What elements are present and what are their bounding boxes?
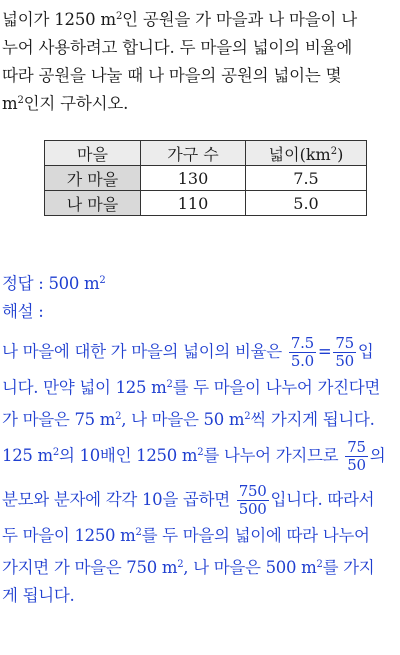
fraction: $\frac{75}{50}$ xyxy=(347,438,366,474)
table-header-row xyxy=(45,141,367,166)
cell-households: 110 xyxy=(141,191,246,216)
cell-village: 나 마을 xyxy=(45,191,141,216)
question-line-3: 따라 공원을 나눌 때 나 마을의 공원의 넓이는 몇 xyxy=(2,66,342,85)
explanation-line-6: 두 마을이 1250 $m^2$를 두 마을의 넓이에 따라 나누어 xyxy=(2,526,370,545)
solution xyxy=(2,270,400,610)
fraction: $\frac{750}{500}$ xyxy=(238,482,267,518)
explanation-line-3: 가 마을은 75 $m^2$, 나 마을은 50 $m^2$씩 가지게 됩니다. xyxy=(2,410,375,429)
fraction: $\frac{7.5}{5.0}$ xyxy=(290,334,314,370)
village-table xyxy=(44,140,367,216)
explanation-line-7: 가지면 가 마을은 750 $m^2$, 나 마을은 500 $m^2$를 가지 xyxy=(2,558,375,577)
question-line-4: $m^2$인지 구하시오. xyxy=(2,94,129,113)
cell-households: 130 xyxy=(141,166,246,191)
explanation-line-5: 분모와 분자에 각각 10을 곱하면 $\frac{750}{500}$ 입니다. 따라서 xyxy=(2,482,375,518)
explanation-line-8: 게 됩니다. xyxy=(2,586,75,605)
table-row xyxy=(45,191,367,216)
explanation-line-2: 니다. 만약 넓이 125 $m^2$를 두 마을이 나누어 가진다면 xyxy=(2,378,381,397)
answer-line: 정답 : 500 $m^2$ xyxy=(2,274,106,293)
question-text xyxy=(2,6,398,118)
explanation-line-4: 125 $m^2$의 10배인 1250 $m^2$를 나누어 가지므로 $\frac{75}{50}$ 의 xyxy=(2,438,386,474)
table-row xyxy=(45,166,367,191)
explanation-label: 해설 : xyxy=(2,302,44,321)
question-line-2: 누어 사용하려고 합니다. 두 마을의 넓이의 비율에 xyxy=(2,38,353,57)
question-line-1: 넓이가 1250 $m^2$인 공원을 가 마을과 나 마을이 나 xyxy=(2,10,358,29)
header-village: 마을 xyxy=(45,141,141,166)
cell-village: 가 마을 xyxy=(45,166,141,191)
cell-area: 5.0 xyxy=(246,191,367,216)
cell-area: 7.5 xyxy=(246,166,367,191)
fraction: $\frac{75}{50}$ xyxy=(335,334,354,370)
header-households: 가구 수 xyxy=(141,141,246,166)
header-area: 넓이$(km^2)$ xyxy=(246,141,367,166)
explanation-line-1: 나 마을에 대한 가 마을의 넓이의 비율은 $\frac{7.5}{5.0}$ = $\frac{75}{50}$ 입 xyxy=(2,334,374,370)
